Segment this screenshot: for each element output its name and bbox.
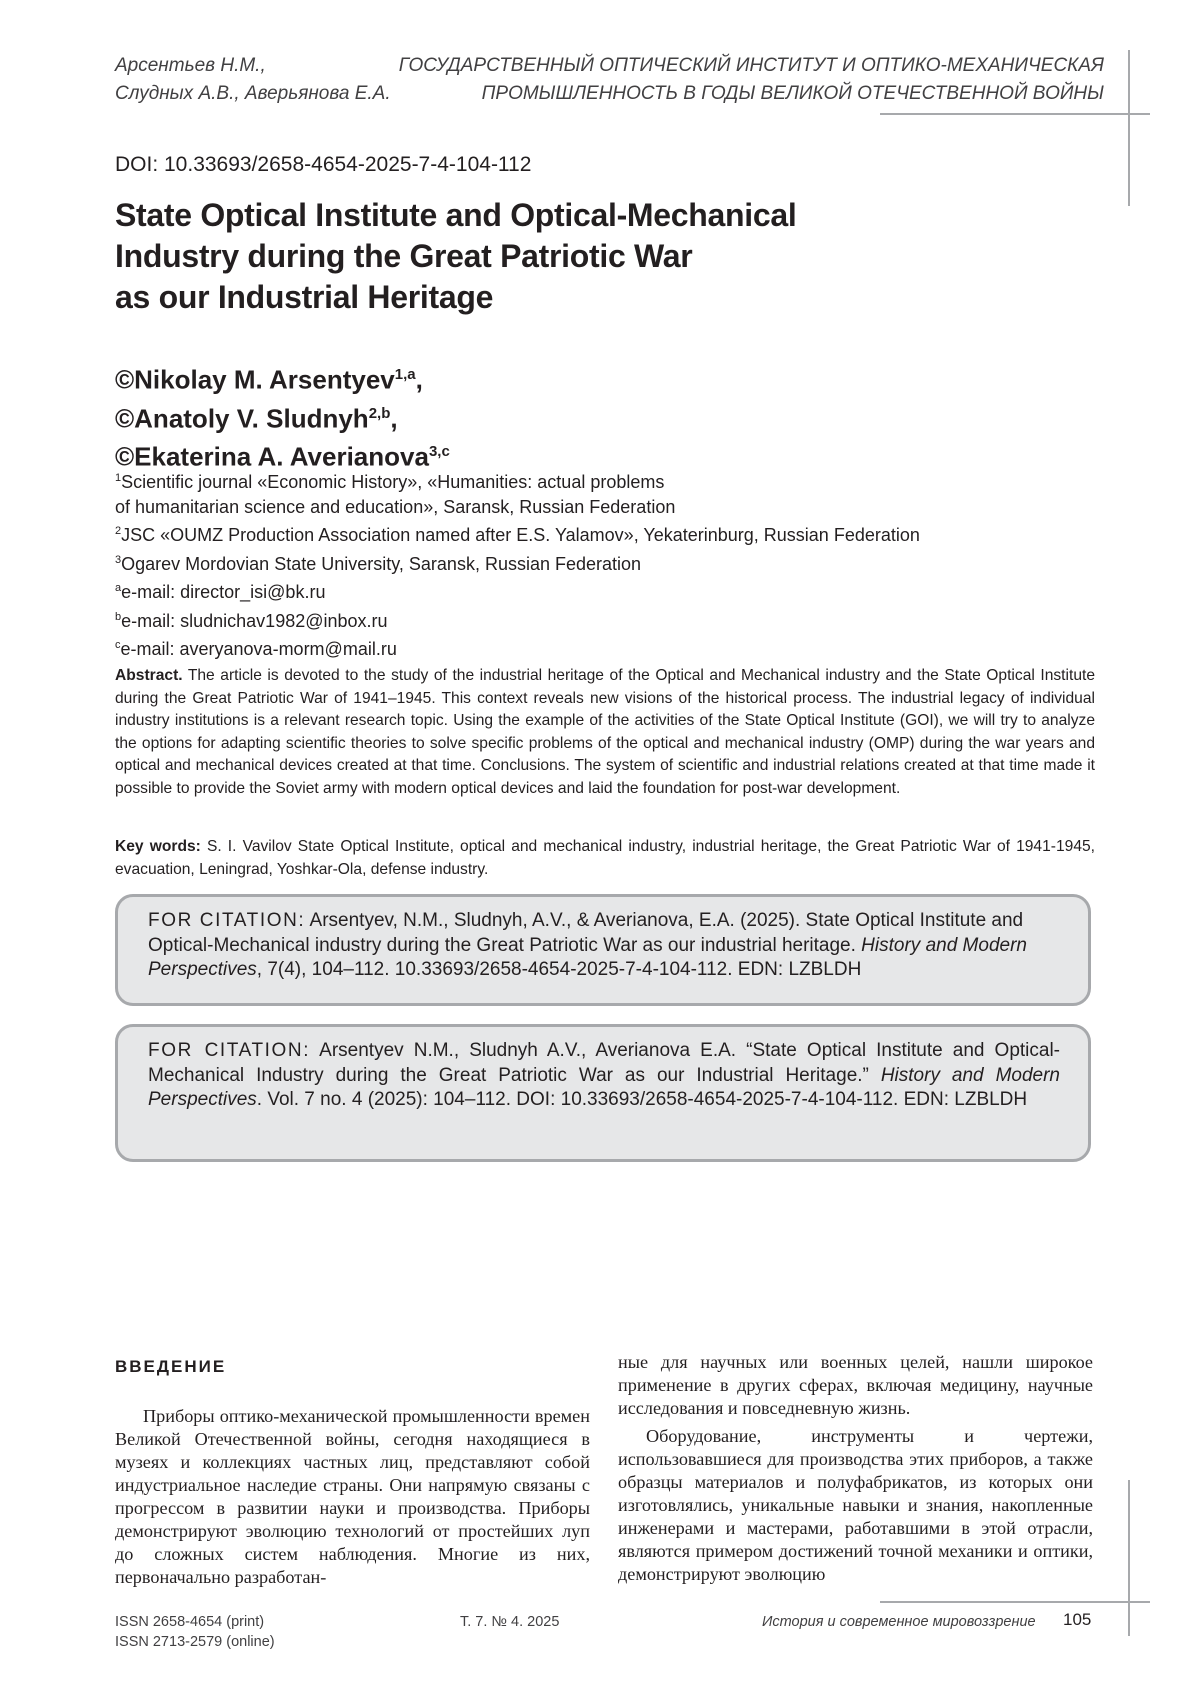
intro-paragraph-2: Оборудование, инструменты и чертежи, использовавшиеся для производства этих приборов, а также образцы материалов и полуфабрикатов, из которых они изготовлялись, уникальные навыки и знания, накопленные инженерами и мастерами, работавшими в этой отрасли, являются примером достижений точной механики и оптики, демонстрируют эволюцию [618, 1426, 1093, 1584]
author-2-sep: , [390, 403, 398, 434]
author-2-name: ©Anatoly V. Sludnyh [115, 403, 369, 434]
doi: DOI: 10.33693/2658-4654-2025-7-4-104-112 [115, 153, 532, 176]
author-list [115, 358, 450, 474]
affiliation-1 [115, 466, 920, 495]
email-c-link[interactable]: e-mail: averyanova-morm@mail.ru [120, 639, 397, 659]
footer-volume: Т. 7. № 4. 2025 [460, 1614, 560, 1630]
author-1 [115, 358, 450, 397]
footer-issn [115, 1612, 275, 1652]
article-title-line3: as our Industrial Heritage [115, 279, 494, 315]
abstract [115, 665, 1095, 800]
author-3-sup: 3,c [428, 443, 450, 461]
author-1-name: ©Nikolay M. Arsentyev [115, 364, 395, 395]
author-3-name: ©Ekaterina A. Averianova [115, 441, 429, 472]
affiliation-2 [115, 519, 920, 548]
footer-issn-print: ISSN 2658-4654 (print) [115, 1614, 265, 1630]
affiliation-3-text: Ogarev Mordovian State University, Saransk, Russian Federation [121, 553, 642, 574]
running-header-authors-line2: Слудных А.В., Аверьянова Е.А. [115, 83, 391, 104]
affiliation-3-mark: 3 [115, 553, 122, 566]
citation-apa-label: FOR CITATION: [148, 910, 306, 931]
author-1-sep: , [415, 364, 423, 395]
author-2 [115, 397, 450, 436]
email-c [115, 633, 920, 662]
running-header-authors [115, 52, 391, 108]
article-title-line1: State Optical Institute and Optical-Mechanical [115, 197, 797, 233]
affiliation-3 [115, 548, 920, 577]
author-1-sup: 1,a [394, 366, 416, 383]
intro-paragraph-1-cont: ные для научных или военных целей, нашли широкое применение в других сферах, включая медицину, научные исследования и повседневную жизнь. [618, 1352, 1093, 1418]
abstract-label: Abstract. [115, 667, 183, 684]
intro-paragraph-1: Приборы оптико-механической промышленности времен Великой Отечественной войны, сегодня находящиеся в музеях и коллекциях частных лиц, представляют собой индустриальное наследие страны. Они напрямую связаны с прогрессом в развитии науки и производства. Приборы демонстрируют эволюцию технологий от простейших луп до сложных систем наблюдения. Многие из них, первоначально разработан- [115, 1406, 590, 1587]
affiliation-2-mark: 2 [115, 525, 122, 537]
page-number: 105 [1063, 1610, 1092, 1629]
citation-apa-text-b: , 7(4), 104–112. 10.33693/2658-4654-2025-7-4-104-112. EDN: LZBLDH [256, 959, 862, 980]
footer-vertical-rule [1128, 1480, 1130, 1636]
running-header-authors-line1: Арсентьев Н.М., [115, 55, 266, 76]
footer-journal-name: История и современное мировоззрение [762, 1614, 1036, 1630]
citation-apa-text-a: Arsentyev, N.M., Sludnyh, A.V., & Averianova, E.A. (2025). State Optical Institute and Optical-Mechanical industry during the Great Patriotic War as our industrial heritage. [148, 910, 1024, 956]
email-c-mark: c [115, 639, 121, 651]
footer-issn-online: ISSN 2713-2579 (online) [115, 1634, 275, 1650]
email-b-link[interactable]: e-mail: sludnichav1982@inbox.ru [121, 610, 388, 631]
keywords-label: Key words: [115, 838, 201, 855]
running-header-title-line2: ПРОМЫШЛЕННОСТЬ В ГОДЫ ВЕЛИКОЙ ОТЕЧЕСТВЕННОЙ ВОЙНЫ [481, 83, 1104, 104]
running-header-title [399, 52, 1104, 108]
header-vertical-rule [1128, 50, 1130, 206]
keywords-text: S. I. Vavilov State Optical Institute, optical and mechanical industry, industrial heritage, the Great Patriotic War of 1941-1945, evacuation, Leningrad, Yoshkar-Ola, defense industry. [115, 838, 1095, 878]
email-b [115, 605, 920, 634]
email-a-mark: a [115, 582, 122, 594]
abstract-text: The article is devoted to the study of the industrial heritage of the Optical and Mechanical industry and the State Optical Institute during the Great Patriotic War of 1941–1945. This context reveals new visions of the historical process. The industrial legacy of individual industry institutions is a relevant research topic. Using the example of the activities of the State Optical Institute (GOI), we will try to analyze the options for adapting scientific theories to solve specific problems of the optical and mechanical industry (OMP) during the war years and optical and mechanical devices created at that time. Conclusions. The system of scientific and industrial relations created at that time made it possible to provide the Soviet army with modern optical devices and laid the foundation for post-war development. [115, 667, 1095, 797]
author-2-sup: 2,b [368, 404, 391, 422]
citation-apa-journal: History and Modern Perspectives [148, 934, 1027, 980]
article-title [115, 195, 796, 318]
citation-chicago-journal: History and Modern Perspectives [148, 1064, 1060, 1110]
email-b-mark: b [115, 610, 122, 623]
affiliation-1-cont: of humanitarian science and education», Saransk, Russian Federation [115, 496, 676, 517]
affiliation-1-mark: 1 [115, 472, 122, 484]
citation-chicago-text-a: Arsentyev N.M., Sludnyh A.V., Averianova E.A. “State Optical Institute and Optical-Mechanical Industry during the Great Patriotic War as our Industrial Heritage.” [148, 1040, 1061, 1086]
body-column-right [618, 1351, 1093, 1586]
introduction-heading: ВВЕДЕНИЕ [115, 1357, 227, 1376]
keywords [115, 836, 1095, 881]
article-title-line2: Industry during the Great Patriotic War [115, 238, 693, 274]
citation-box-chicago [115, 1024, 1091, 1162]
citation-chicago-label: FOR CITATION: [148, 1040, 311, 1061]
footer-horizontal-rule [880, 1601, 1150, 1603]
email-a-link[interactable]: e-mail: director_isi@bk.ru [121, 582, 326, 602]
email-a [115, 576, 920, 605]
affiliations [115, 466, 920, 662]
citation-box-apa [115, 894, 1091, 1006]
running-header-title-line1: ГОСУДАРСТВЕННЫЙ ОПТИЧЕСКИЙ ИНСТИТУТ И ОПТИКО-МЕХАНИЧЕСКАЯ [398, 55, 1104, 76]
header-horizontal-rule [880, 113, 1150, 115]
affiliation-1-line1: Scientific journal «Economic History», «Humanities: actual problems [121, 472, 665, 492]
affiliation-2-text: JSC «OUMZ Production Association named after E.S. Yalamov», Yekaterinburg, Russian Federation [121, 525, 920, 545]
body-column-left [115, 1405, 590, 1589]
citation-chicago-text-b: . Vol. 7 no. 4 (2025): 104–112. DOI: 10.33693/2658-4654-2025-7-4-104-112. EDN: LZBLDH [256, 1089, 1028, 1110]
